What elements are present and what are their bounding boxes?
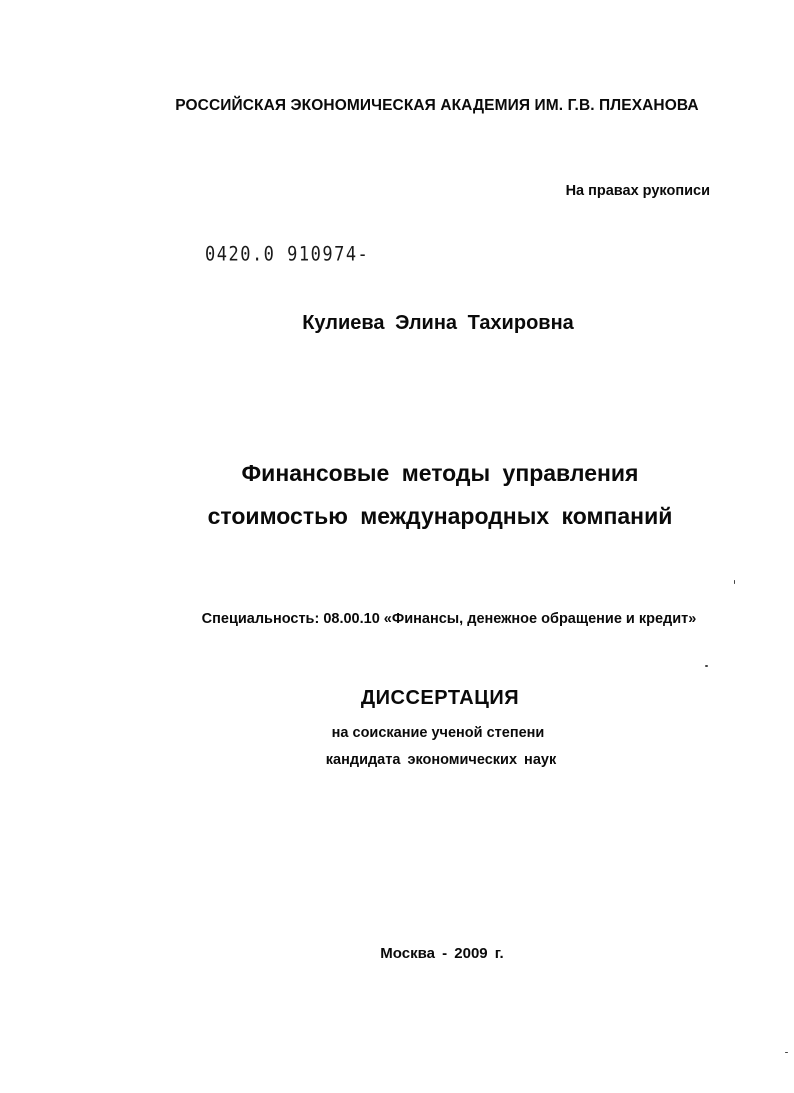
- scan-speck: [785, 1052, 788, 1053]
- city-year: Москва - 2009 г.: [380, 945, 504, 962]
- scan-speck: [734, 580, 735, 584]
- dissertation-heading: ДИССЕРТАЦИЯ: [360, 687, 520, 709]
- specialty-line: Специальность: 08.00.10 «Финансы, денежное обращение и кредит»: [201, 611, 697, 627]
- degree-line-1: на соискание ученой степени: [331, 725, 545, 741]
- registry-number: 0420.0 910974-: [205, 243, 370, 266]
- degree-line-2: кандидата экономических наук: [325, 752, 557, 768]
- manuscript-rights-note: На правах рукописи: [565, 183, 710, 199]
- institution-name: РОССИЙСКАЯ ЭКОНОМИЧЕСКАЯ АКАДЕМИЯ ИМ. Г.В. ПЛЕХАНОВА: [175, 97, 699, 114]
- thesis-title-line-2: стоимостью международных компаний: [207, 503, 673, 529]
- author-name: Кулиева Элина Тахировна: [302, 312, 574, 334]
- scan-speck: [705, 665, 708, 667]
- thesis-title-line-1: Финансовые методы управления: [241, 460, 639, 486]
